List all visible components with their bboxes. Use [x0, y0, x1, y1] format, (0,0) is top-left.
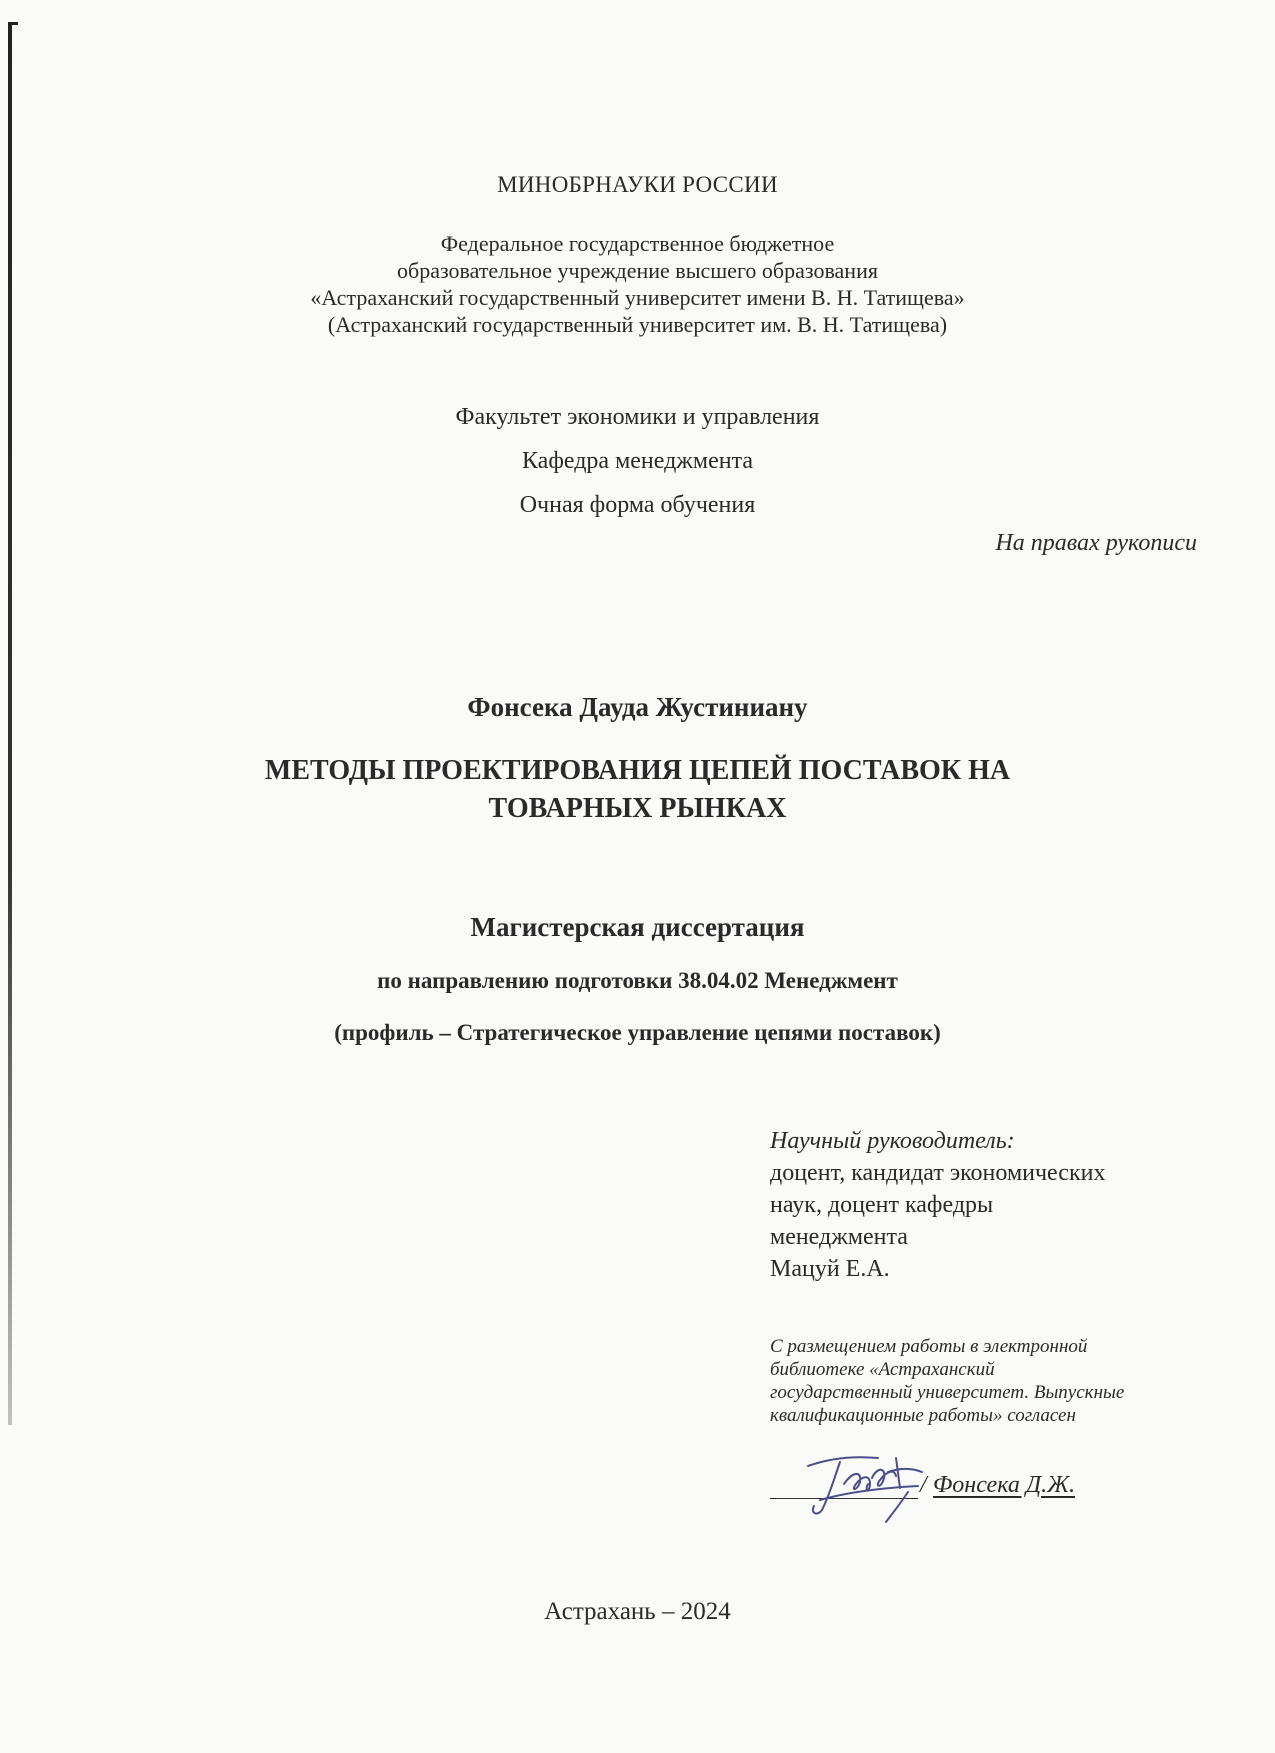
- thesis-title-line: ТОВАРНЫХ РЫНКАХ: [488, 793, 787, 824]
- faculty-block: [0, 395, 1275, 527]
- ministry-name: МИНОБРНАУКИ РОССИИ: [497, 172, 778, 197]
- faculty-name: Факультет экономики и управления: [455, 404, 820, 430]
- signature-slash: /: [920, 1472, 927, 1498]
- institution-line: Федеральное государственное бюджетное: [440, 231, 835, 256]
- institution-line: «Астраханский государственный университет имени В. Н. Татищева»: [310, 285, 965, 310]
- thesis-title: [0, 752, 1275, 828]
- institution-line: (Астраханский государственный университет им. В. Н. Татищева): [327, 312, 948, 337]
- author-name: Фонсека Дауда Жустиниану: [467, 692, 808, 722]
- consent-line: С размещением работы в электронной: [770, 1336, 1088, 1357]
- consent-statement: [770, 1335, 1210, 1427]
- city-year: Астрахань – 2024: [544, 1598, 731, 1625]
- work-type: Магистерская диссертация: [470, 912, 805, 942]
- study-form: Очная форма обучения: [519, 492, 756, 518]
- study-direction: по направлению подготовки 38.04.02 Менеджмент: [377, 968, 898, 993]
- supervisor-line: менеджмента: [770, 1224, 908, 1250]
- supervisor-block: [770, 1125, 1105, 1285]
- supervisor-name: Мацуй Е.А.: [770, 1256, 890, 1282]
- signer-name: Фонсека Д.Ж.: [933, 1472, 1076, 1498]
- institution-name: [0, 230, 1275, 338]
- consent-line: библиотеке «Астраханский: [770, 1359, 995, 1380]
- supervisor-line: доцент, кандидат экономических: [770, 1160, 1106, 1186]
- thesis-title-line: МЕТОДЫ ПРОЕКТИРОВАНИЯ ЦЕПЕЙ ПОСТАВОК НА: [264, 755, 1011, 786]
- manuscript-note: На правах рукописи: [995, 530, 1197, 556]
- supervisor-label: Научный руководитель:: [770, 1128, 1015, 1154]
- department-name: Кафедра менеджмента: [521, 448, 754, 474]
- study-profile: (профиль – Стратегическое управление цепями поставок): [334, 1020, 941, 1045]
- signature-row: [770, 1452, 1190, 1522]
- institution-line: образовательное учреждение высшего образования: [397, 258, 878, 283]
- consent-line: государственный университет. Выпускные: [770, 1382, 1125, 1403]
- consent-line: квалификационные работы» согласен: [770, 1405, 1076, 1426]
- scan-edge-cap: [8, 22, 18, 25]
- supervisor-line: наук, доцент кафедры: [770, 1192, 994, 1218]
- handwritten-signature: [800, 1444, 930, 1524]
